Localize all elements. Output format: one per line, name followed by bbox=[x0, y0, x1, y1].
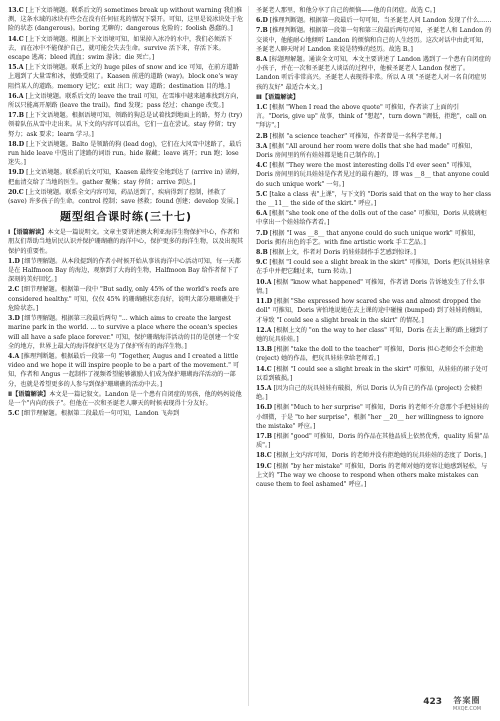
answer-explanation: [根据上文内容可知，Doris 的老师并没有拒绝她的玩具娃娃的态度了 Doris。] bbox=[273, 452, 487, 460]
page-number: 423 bbox=[423, 697, 442, 707]
answer-item bbox=[256, 451, 492, 460]
answer-explanation: [根据上文的 "on the way to her class" 可知，Doris 在去上课的路上碰到了她的玩具娃娃。] bbox=[256, 326, 489, 343]
answer-explanation: 圣诞老人那里，和他分享了自己的烦恼——他的自闭症。故选 C。] bbox=[256, 7, 436, 14]
answer-item bbox=[8, 63, 244, 91]
answer-number: 18.D bbox=[8, 140, 25, 148]
answer-number: 6.A bbox=[256, 210, 268, 218]
answer-explanation: [根据 "she took one of the dolls out of the case" 可推知，Doris 从玻璃柜中拿出一个娃娃给作者看。] bbox=[256, 210, 487, 227]
answer-number: 15.A bbox=[256, 384, 272, 392]
passage-label-1: Ⅰ【语篇解读】 bbox=[8, 229, 48, 237]
watermark-text: 答案圈 bbox=[453, 696, 481, 705]
answer-explanation: [细节理解题。根据第三段最后两句 "... which aims to create the largest marine park in the world. ... to survive a place where the ocean's species will all have a safe place forever." 可知，保护珊瑚海洋活动的目的是创建一个安全的地方，世界上最大的海洋保护区是为了保护所有的海洋生物。] bbox=[8, 315, 240, 350]
answer-item bbox=[256, 142, 492, 160]
passage-text-2: 本文是一篇记叙文。Landon 是一个患有自闭症的男孩，他的妈妈说他是一个"内向的孩子"。但他在一次和圣诞老人聊天的时候表现得十分友好。 bbox=[8, 390, 242, 407]
answer-item bbox=[256, 26, 492, 54]
answer-item bbox=[256, 103, 492, 131]
answer-number: 11.D bbox=[256, 298, 273, 306]
answer-item bbox=[256, 16, 492, 25]
answer-item bbox=[8, 188, 244, 206]
answer-number: 19.C bbox=[256, 462, 272, 470]
answer-item bbox=[256, 190, 492, 208]
answer-item bbox=[256, 345, 492, 363]
left-answer-list-3 bbox=[8, 409, 244, 418]
answer-number: 19.D bbox=[8, 169, 25, 177]
answer-number: 13.B bbox=[256, 346, 272, 354]
answer-number: 7.B bbox=[256, 27, 268, 35]
answer-explanation: [上下文语境题。根据上下文语境可知，如果掉入冰冷的水中，我们必须活下去，而在冰中不能保护自己，就可能会失去生命。survive 活下来，存活下来。escape 逃离；bleed 流血；swim 游泳；die 死亡。] bbox=[8, 35, 233, 62]
answer-item bbox=[8, 111, 244, 139]
answer-item bbox=[8, 168, 244, 186]
answer-item bbox=[256, 161, 492, 189]
answer-number: 3.A bbox=[256, 142, 268, 150]
passage-text-1: 本文是一篇说明文。文章主要讲述澳大利亚海洋生物保护中心，作者和朋友们帮助当地居民认识并保护珊瑚礁的海洋中心，保护更多的海洋生物，以及出现其保护的重要性。 bbox=[8, 229, 244, 255]
answer-number: 7.D bbox=[256, 229, 268, 237]
passage-summary-2 bbox=[8, 390, 244, 408]
answer-explanation: [根据 "I could see a slight break in the skirt" 可推知，Doris 把玩具娃娃拿在手中并把它翻过来，turn 转动。] bbox=[256, 259, 490, 276]
answer-explanation: [根据 "a science teacher" 可推知，作者曾是一名科学老师。] bbox=[269, 132, 442, 140]
answer-item bbox=[256, 248, 492, 257]
answer-explanation: [细节理解题。根据第一段中 "But sadly, only 45% of the world's reefs are considered healthy." 可知，仅仅 45% 的珊瑚礁状态良好，说明大部分珊瑚礁处于危险状态。] bbox=[8, 286, 240, 312]
answer-item bbox=[256, 365, 492, 383]
answer-explanation: [上文语境题。联系后文的 leave the trail 可知，在雪堆中越来越难找到方向，所以只能离开原路 (leave the trail)。find 发现；pass 经过；change 改变。] bbox=[8, 92, 243, 110]
answer-number: 6.D bbox=[256, 17, 268, 25]
answer-explanation: [细节理解题。根据第二段最后一句可知，Landon 飞奔到 bbox=[21, 410, 180, 418]
answer-number: 9.C bbox=[256, 259, 268, 267]
answer-number: 5.C bbox=[256, 190, 268, 198]
passage-summary-3 bbox=[256, 93, 492, 102]
answer-item bbox=[256, 258, 492, 276]
answer-number: 13.C bbox=[8, 7, 24, 14]
answer-item bbox=[256, 229, 492, 247]
answer-explanation: [推理判断题。根据第一段第一句和第三段最后两句可知，圣诞老人和 Landon 的交谈中，他能耐心地倾听 Landon 的烦恼和自己的人生经历。这次对话中由此可知，圣诞老人聊天时对 Landon 来说是特殊的经历。故选 B。] bbox=[256, 27, 492, 53]
answer-item bbox=[256, 132, 492, 141]
answer-number: 5.C bbox=[8, 410, 20, 418]
answer-number: 2.B bbox=[256, 132, 268, 140]
answer-explanation: [根据 "know what happened" 可推知，作者请 Doris 告诉她发生了什么事情。] bbox=[256, 278, 485, 295]
passage-label-3: Ⅲ【语篇解读】 bbox=[256, 93, 299, 101]
answer-explanation: [根据 "She expressed how scared she was and almost dropped the doll" 可推知，Doris 害怕地说她在去上课的途中碰撞 (bumped) 到了娃娃的侧面，才导致 "I could see a slight break in the skirt" 的情况。] bbox=[256, 298, 487, 324]
watermark-url: MXQE.COM bbox=[452, 706, 482, 712]
answer-number: 12.A bbox=[256, 326, 272, 334]
answer-item bbox=[8, 6, 244, 34]
answer-explanation: [根据 "good" 可推知，Doris 的作品在其他品质上依然优秀，quality 质量"品质"。] bbox=[256, 432, 489, 450]
answer-number: 17.B bbox=[256, 432, 272, 440]
answer-item bbox=[256, 278, 492, 296]
answer-explanation: [take a class 表"上课"，与下文的 "Doris said that on the way to her class the __11__ the side of the skirt." 呼应。] bbox=[256, 190, 492, 208]
answer-explanation: [推理判断题。根据最后一段第一句 "Together, Augus and I created a little video and we hope it will inspire people to be a part of the movement." 可知，作者和 Angus 一起制作了视频希望能够激励人们成为保护珊瑚海洋活动的一部分，也就是希望更多的人参与到保护珊瑚礁的活动中去。] bbox=[8, 352, 240, 388]
answer-explanation: [根据 "I was __8__ that anyone could do such unique work" 可推知，Doris 拥有出色的手艺。with fine artistic work 手工艺品。] bbox=[256, 229, 480, 246]
answer-item bbox=[8, 314, 244, 351]
left-answer-list-2 bbox=[8, 257, 244, 389]
column-divider bbox=[248, 6, 249, 706]
answer-number: 4.C bbox=[256, 162, 268, 170]
answer-number: 1.C bbox=[256, 104, 268, 112]
answer-item bbox=[256, 297, 492, 325]
answer-explanation: [推理判断题。根据第一段最后一句可知，当圣诞老人问 Landon 发现了什么…… bbox=[269, 17, 492, 25]
section-title: 题型组合课时练(三十七) bbox=[59, 210, 193, 224]
answer-item bbox=[8, 92, 244, 110]
answer-item bbox=[8, 35, 244, 63]
answer-number: 8.A bbox=[256, 56, 268, 64]
answer-explanation: [根据 "Much to her surprise" 可推知，Doris 的老师不介意那个手把娃娃的小细微，于是 "to her surprise"，根据 "her __20__ her willingness to ignore the mistake" 呼应。] bbox=[256, 404, 489, 430]
answer-item bbox=[256, 326, 492, 344]
answer-item bbox=[256, 55, 492, 92]
answer-explanation: [上文语境题。联系全文内容可知，药品送到了，疾病得到了控制，拯救了 (save) 许多孩子的生命。control 控制；save 拯救；found 创建；develop 发展。] bbox=[8, 188, 239, 206]
answer-explanation: [根据上文，作者对 Doris 的娃娃制作手艺感到惊讶。] bbox=[269, 249, 416, 257]
answer-explanation: [因为自己的玩具娃娃有破损，所以 Doris 认为自己的作品 (project) 会被拒绝。] bbox=[256, 384, 483, 402]
answer-explanation: [上下文语境题。联系上文的 huge piles of snow and ice 可知，在前方道路上遇到了大量雪和冰，使路受阻了。Kaasen 前进的道路 (way)。block one's way 阻挡某人的道路。memory 记忆；exit 出口；way 道路；destination 目的地。] bbox=[8, 64, 239, 90]
answer-explanation: [上文语境题。联系前后文可知，Kaasen 最终安全地到达了 (arrive in) 诺姆，把血清交给了当地的医生。gather 聚集；stay 停留；arrive 到达。] bbox=[8, 169, 244, 186]
answer-number: 15.A bbox=[8, 64, 24, 72]
answer-number: 14.C bbox=[256, 365, 272, 373]
answer-item bbox=[256, 432, 492, 450]
answer-item bbox=[8, 352, 244, 389]
answer-explanation: [根据 "I could see a slight break in the skirt" 可推知，从娃娃的裙子处可以看到破损。] bbox=[256, 365, 488, 382]
answer-item bbox=[8, 409, 244, 418]
answer-explanation: [根据 "When I read the above quote" 可推知，作者读了上面的引言。"Doris, give up" 故事，think of "想起"，turn down "调低，拒绝"，call on "拜访"。] bbox=[256, 104, 487, 130]
answer-explanation: [上下文语境题。联系后文的 sometimes break up without warning 我们推测，这条水域的冰块有些会在没有任何征兆的情况下裂开。可知，这里是说冰块处于危险的状态 (dangerous)。boring 无聊的；dangerous 危险的；foolish 愚蠢的。] bbox=[8, 7, 244, 33]
answer-number: 4.A bbox=[8, 352, 20, 360]
answer-item bbox=[256, 462, 492, 490]
answer-number: 8.B bbox=[256, 249, 268, 257]
answer-number: 16.D bbox=[256, 404, 273, 412]
answer-number: 16.A bbox=[8, 92, 24, 100]
answer-explanation: [上下文语境题。Balto 是领路的狗 (lead dog)，它们在大风雪中迷路了，最后 run hide leave 中选出了迷路的词语 run。hide 躲藏；leave 离开；run 跑；lose 迷失。] bbox=[8, 140, 242, 167]
answer-number: 1.D bbox=[8, 257, 20, 265]
watermark-logo bbox=[438, 695, 496, 717]
passage-summary-1 bbox=[8, 228, 244, 256]
answer-explanation: [上下文语境题。根据语境可知，领路的狗总是试着找到地面上的路，努力 (try) 领着队伍从雪中走出来。从下文的内容可以看出，它们一直在尝试。stay 停留；try 努力；ask 要求；learn 学习。] bbox=[8, 112, 243, 138]
answer-explanation: [标题理解题。通读全文可知，本文主要讲述了 Landon 遇到了一个患有自闭症的小孩子，并在一次和圣诞老人谈话的过程中，他被圣诞老人 Landon 保密了。Landon 听后非常高兴。圣诞老人表现得非常。所以 A 项 "圣诞老人对一名自闭症男孩的友好" 最适合本文。] bbox=[256, 56, 491, 91]
right-answer-list bbox=[256, 6, 492, 92]
answer-item bbox=[8, 285, 244, 313]
answer-item bbox=[256, 209, 492, 227]
answer-number: 18.C bbox=[256, 452, 272, 460]
left-answer-list bbox=[8, 6, 244, 206]
answer-number: 14.C bbox=[8, 35, 24, 43]
answer-item bbox=[256, 403, 492, 431]
answer-explanation: [细节理解题。从本段提到的作者小时候开始从事该海洋中心活动可知，每一天都是在 Halfmoon Bay 的海边，观察到了大海的生物，Halfmoon Bay 给作者留下了深刻的美好回忆。] bbox=[8, 257, 241, 284]
answer-item bbox=[8, 257, 244, 285]
answer-number: 10.A bbox=[256, 278, 272, 286]
answer-number: 20.C bbox=[8, 188, 24, 196]
left-column bbox=[8, 6, 244, 419]
answer-explanation: [根据 "They were the most interesting dolls I'd ever seen" 可推知，Doris 房间里的玩具娃娃是作者见过的最有趣的，即 was __8__ that anyone could do such unique work" 一句。] bbox=[256, 162, 490, 188]
answer-number: 2.C bbox=[8, 286, 20, 294]
answer-explanation: [根据 "by her mistake" 可推知，Doris 的老师对她的宽容让她感到轻松，与上文的 "The way we choose to respond when others make mistakes can cause them to feel ashamed" 呼应。] bbox=[256, 462, 488, 488]
right-answer-list-2 bbox=[256, 103, 492, 489]
answer-explanation: [根据 "take the doll to the teacher" 可推知，Doris 担心老师会不会拒绝 (reject) 她的作品，把玩具娃娃拿给老师看。] bbox=[256, 346, 484, 363]
answer-number: 3.D bbox=[8, 315, 20, 323]
answer-item bbox=[8, 140, 244, 168]
answer-number: 17.B bbox=[8, 112, 24, 120]
passage-label-2: Ⅱ【语篇解读】 bbox=[8, 390, 50, 398]
answer-item bbox=[256, 6, 492, 15]
answer-item bbox=[256, 384, 492, 402]
right-column bbox=[256, 6, 492, 490]
answer-explanation: [根据 "All around her room were dolls that she had made" 可推知，Doris 房间里的所有娃娃都是她自己制作的。] bbox=[256, 142, 477, 160]
